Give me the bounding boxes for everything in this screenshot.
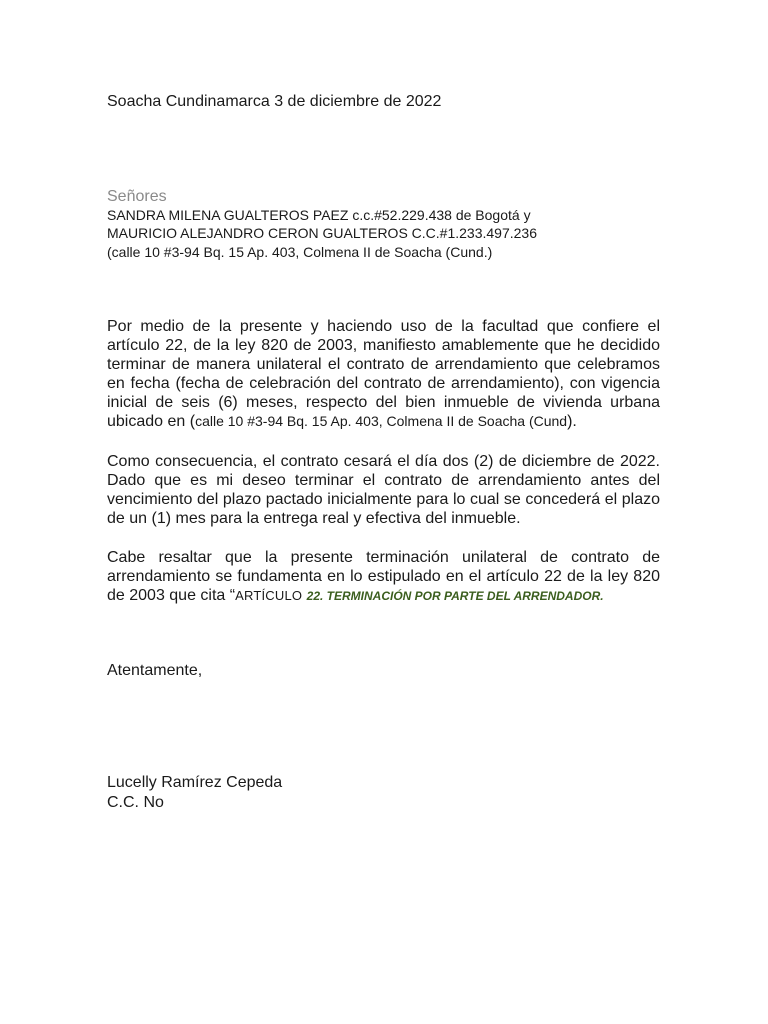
recipient-address: (calle 10 #3-94 Bq. 15 Ap. 403, Colmena II de Soacha (Cund.) bbox=[107, 244, 493, 260]
signature-id: C.C. No bbox=[107, 794, 164, 811]
closing: Atentamente, bbox=[107, 662, 203, 679]
paragraph-legal-basis bbox=[107, 548, 660, 606]
paragraph-termination-notice bbox=[107, 317, 660, 431]
signature-name: Lucelly Ramírez Cepeda bbox=[107, 774, 283, 791]
date-line: Soacha Cundinamarca 3 de diciembre de 2022 bbox=[107, 93, 442, 110]
paragraph-1-address: calle 10 #3-94 Bq. 15 Ap. 403, Colmena II de Soacha (Cund bbox=[195, 413, 568, 429]
paragraph-1-end: ). bbox=[567, 413, 577, 430]
greeting: Señores bbox=[107, 188, 167, 205]
recipient-line-2: MAURICIO ALEJANDRO CERON GUALTEROS C.C.#1.233.497.236 bbox=[107, 225, 537, 241]
article-label: ARTÍCULO bbox=[235, 588, 303, 603]
paragraph-1-text: Por medio de la presente y haciendo uso de la facultad que confiere el artículo 22, de la ley 820 de 2003, manifiesto amablemente que he decidido terminar de manera unilateral el contrato de arrendamiento que celebramos en fecha (fecha de celebración del contrato de arrendamiento), con vigencia inicial de seis (6) meses, respecto del bien inmueble de vivienda urbana ubicado en ( bbox=[107, 318, 660, 430]
article-title: 22. TERMINACIÓN POR PARTE DEL ARRENDADOR. bbox=[306, 589, 604, 603]
paragraph-3-text: Cabe resaltar que la presente terminación unilateral de contrato de arrendamiento se fundamenta en lo estipulado en el artículo 22 de la ley 820 de 2003 que cita “ bbox=[107, 549, 660, 604]
paragraph-consequence: Como consecuencia, el contrato cesará el día dos (2) de diciembre de 2022. Dado que es mi deseo terminar el contrato de arrendamiento antes del vencimiento del plazo pactado inicialmente para lo cual se concederá el plazo de un (1) mes para la entrega real y efectiva del inmueble. bbox=[107, 453, 660, 527]
recipient-line-1: SANDRA MILENA GUALTEROS PAEZ c.c.#52.229.438 de Bogotá y bbox=[107, 207, 531, 223]
